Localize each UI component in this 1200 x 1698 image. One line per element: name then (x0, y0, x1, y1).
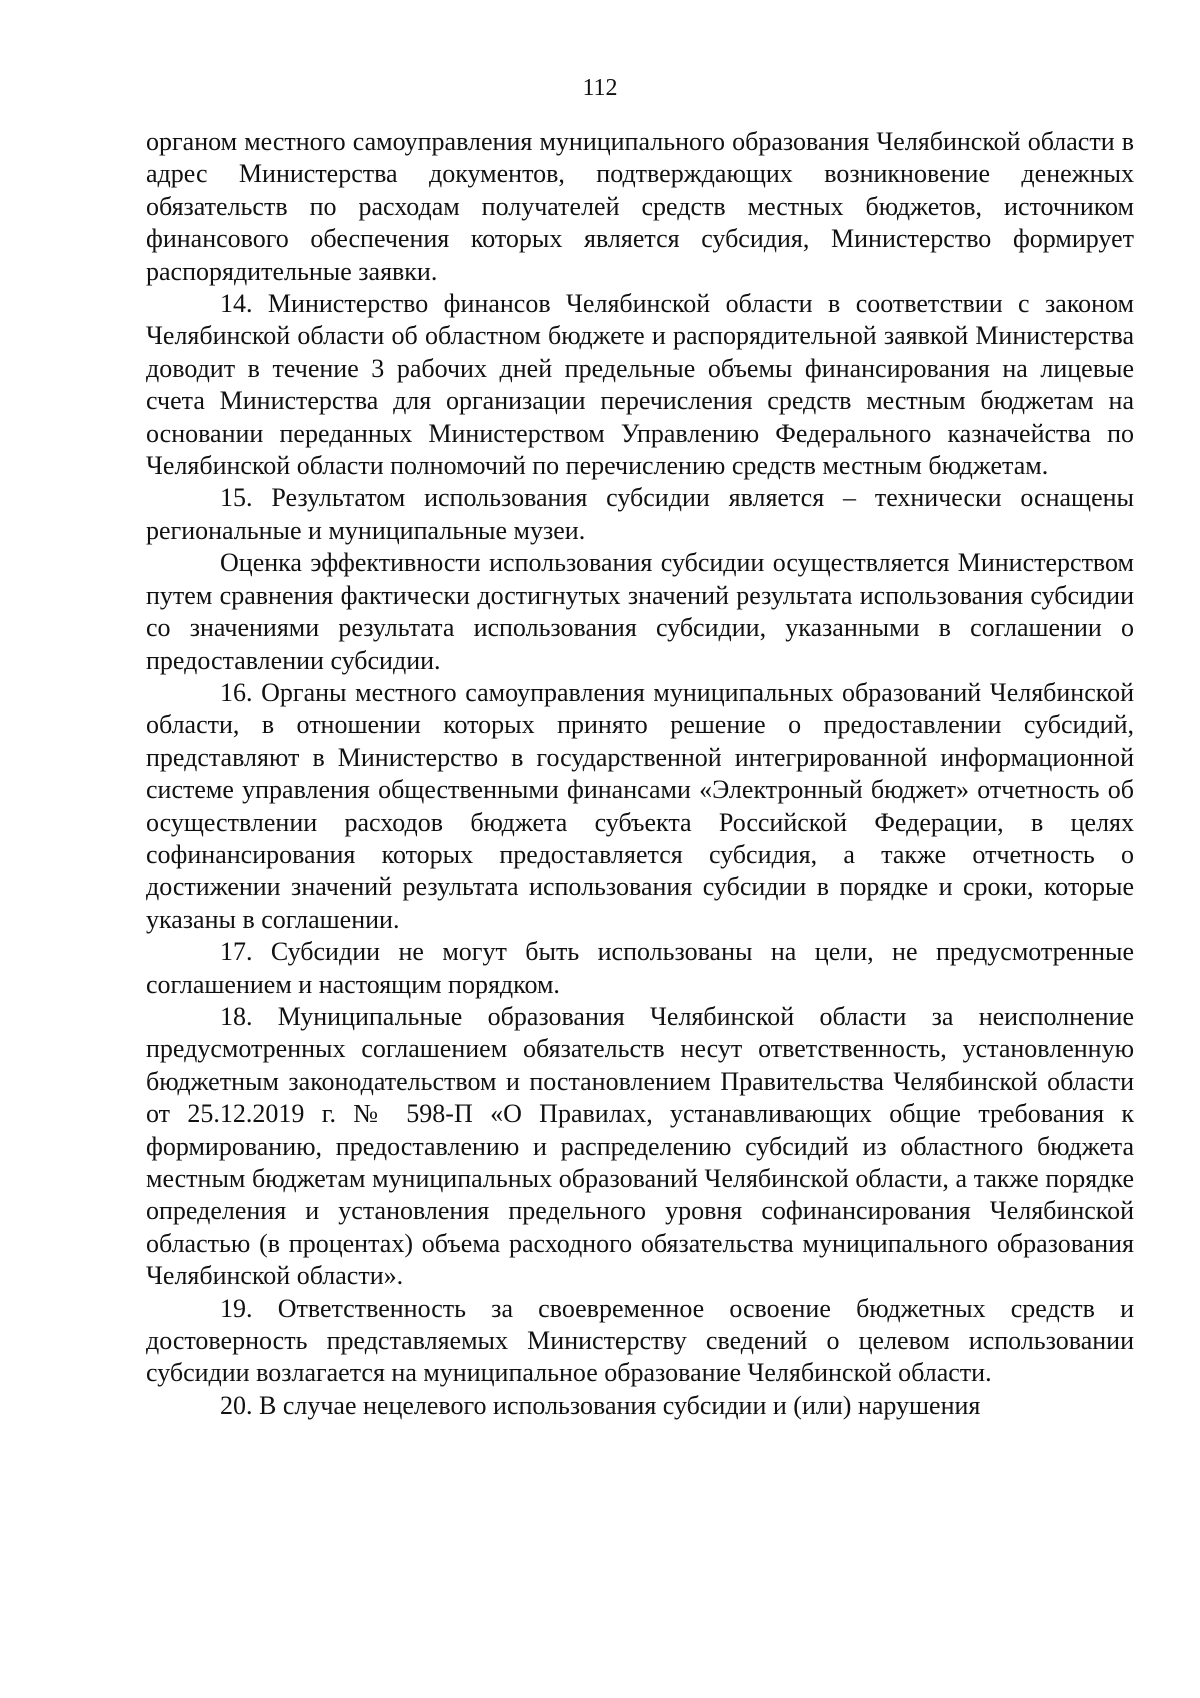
paragraph-15-evaluation: Оценка эффективности использования субсидии осуществляется Министерством путем сравнения фактически достигнутых значений результата использования субсидии со значениями результата использования субсидии, указанными в соглашении о предоставлении субсидии. (146, 548, 1134, 675)
paragraph-20: 20. В случае нецелевого использования субсидии и (или) нарушения (220, 1390, 981, 1420)
page-number: 112 (582, 75, 618, 101)
paragraph-14: 14. Министерство финансов Челябинской области в соответствии с законом Челябинской области об областном бюджете и распорядительной заявкой Министерства доводит в течение 3 рабочих дней предельные объемы финансирования на лицевые счета Министерства для организации перечисления средств местным бюджетам на основании переданных Министерством Управлению Федерального казначейства по Челябинской области полномочий по перечислению средств местным бюджетам. (146, 289, 1134, 481)
paragraph-16: 16. Органы местного самоуправления муниципальных образований Челябинской области, в отношении которых принято решение о предоставлении субсидий, представляют в Министерство в государственной интегрированной информационной системе управления общественными финансами «Электронный бюджет» отчетность об осуществлении расходов бюджета субъекта Российской Федерации, в целях софинансирования которых предоставляется субсидия, а также отчетность о достижении значений результата использования субсидии в порядке и сроки, которые указаны в соглашении. (146, 677, 1134, 934)
paragraph-continuation: органом местного самоуправления муниципального образования Челябинской области в адрес Министерства документов, подтверждающих возникновение денежных обязательств по расходам получателей средств местных бюджетов, источником финансового обеспечения которых является субсидия, Министерство формирует распорядительные заявки. (146, 127, 1134, 286)
paragraph-17: 17. Субсидии не могут быть использованы на цели, не предусмотренные соглашением и настоящим порядком. (146, 937, 1134, 999)
paragraph-18: 18. Муниципальные образования Челябинской области за неисполнение предусмотренных соглашением обязательств несут ответственность, установленную бюджетным законодательством и постановлением Правительства Челябинской области от 25.12.2019 г. № 598-П «О Правилах, устанавливающих общие требования к формированию, предоставлению и распределению субсидий из областного бюджета местным бюджетам муниципальных образований Челябинской области, а также порядке определения и установления предельного уровня софинансирования Челябинской областью (в процентах) объема расходного обязательства муниципального образования Челябинской области». (146, 1001, 1134, 1291)
document-body (146, 126, 1134, 1422)
paragraph-15: 15. Результатом использования субсидии является – технически оснащены региональные и муниципальные музеи. (146, 483, 1134, 545)
paragraph-19: 19. Ответственность за своевременное освоение бюджетных средств и достоверность представляемых Министерству сведений о целевом использовании субсидии возлагается на муниципальное образование Челябинской области. (146, 1293, 1134, 1388)
